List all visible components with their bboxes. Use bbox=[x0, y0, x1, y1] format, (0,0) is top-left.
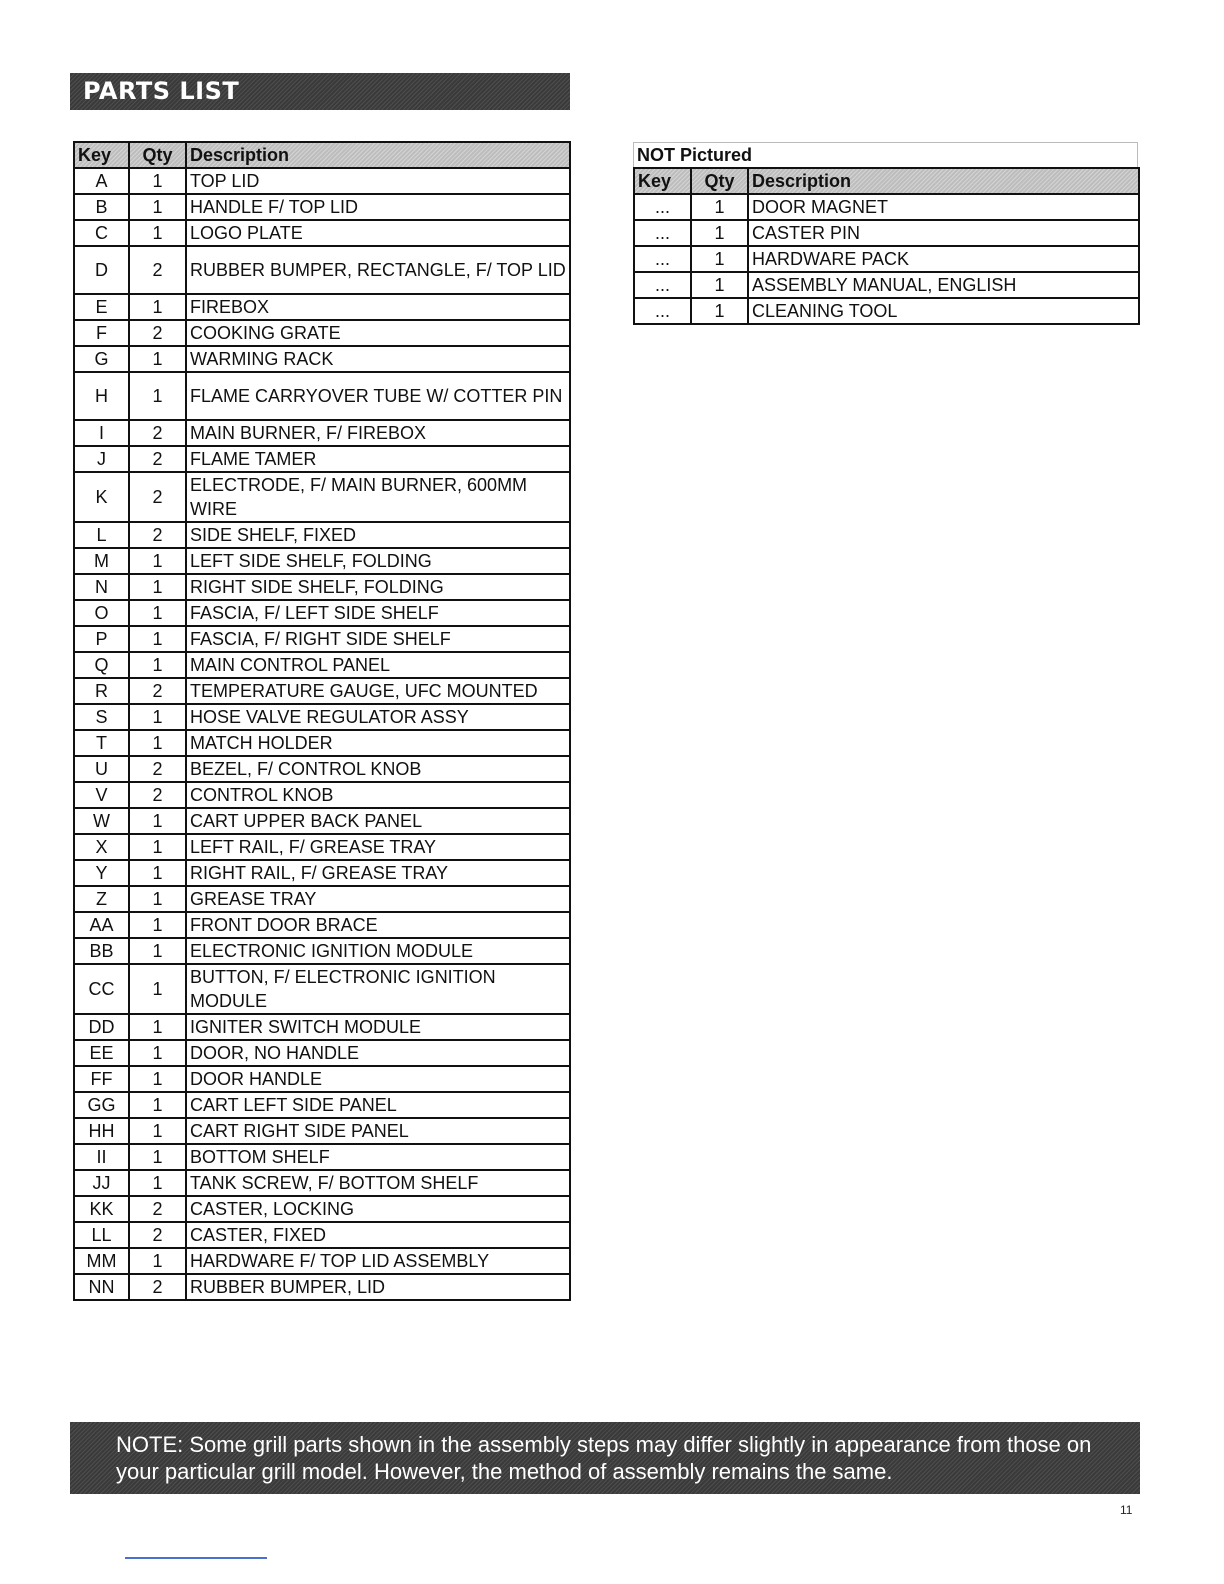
header-description: Description bbox=[748, 168, 1139, 194]
part-key: F bbox=[74, 320, 129, 346]
table-row bbox=[74, 320, 570, 346]
header-description: Description bbox=[186, 142, 570, 168]
part-description: BUTTON, F/ ELECTRONIC IGNITION MODULE bbox=[186, 964, 570, 1014]
part-key: EE bbox=[74, 1040, 129, 1066]
table-row bbox=[74, 246, 570, 294]
part-key: U bbox=[74, 756, 129, 782]
part-key: BB bbox=[74, 938, 129, 964]
part-description: CONTROL KNOB bbox=[186, 782, 570, 808]
part-description: LEFT SIDE SHELF, FOLDING bbox=[186, 548, 570, 574]
table-row bbox=[74, 886, 570, 912]
table-row bbox=[74, 756, 570, 782]
part-key: C bbox=[74, 220, 129, 246]
table-row bbox=[634, 298, 1139, 324]
table-row bbox=[74, 704, 570, 730]
part-key: T bbox=[74, 730, 129, 756]
banner-title: PARTS LIST bbox=[83, 77, 240, 105]
part-key: Q bbox=[74, 652, 129, 678]
not-pictured-section bbox=[633, 142, 1138, 325]
part-qty: 1 bbox=[691, 246, 748, 272]
part-qty: 1 bbox=[129, 220, 186, 246]
part-description: IGNITER SWITCH MODULE bbox=[186, 1014, 570, 1040]
part-description: BEZEL, F/ CONTROL KNOB bbox=[186, 756, 570, 782]
part-qty: 2 bbox=[129, 320, 186, 346]
table-row bbox=[74, 1014, 570, 1040]
part-qty: 1 bbox=[129, 294, 186, 320]
part-key: Y bbox=[74, 860, 129, 886]
part-key: ... bbox=[634, 220, 691, 246]
part-description: SIDE SHELF, FIXED bbox=[186, 522, 570, 548]
table-row bbox=[74, 912, 570, 938]
table-row bbox=[74, 808, 570, 834]
part-qty: 1 bbox=[129, 1014, 186, 1040]
part-qty: 1 bbox=[691, 298, 748, 324]
part-description: MAIN BURNER, F/ FIREBOX bbox=[186, 420, 570, 446]
part-description: FASCIA, F/ RIGHT SIDE SHELF bbox=[186, 626, 570, 652]
part-key: R bbox=[74, 678, 129, 704]
part-qty: 1 bbox=[129, 548, 186, 574]
part-qty: 1 bbox=[129, 964, 186, 1014]
part-key: G bbox=[74, 346, 129, 372]
table-row bbox=[74, 522, 570, 548]
header-qty: Qty bbox=[691, 168, 748, 194]
header-key: Key bbox=[634, 168, 691, 194]
part-qty: 1 bbox=[129, 626, 186, 652]
part-description: HARDWARE F/ TOP LID ASSEMBLY bbox=[186, 1248, 570, 1274]
part-qty: 2 bbox=[129, 522, 186, 548]
part-qty: 1 bbox=[129, 704, 186, 730]
part-description: HANDLE F/ TOP LID bbox=[186, 194, 570, 220]
part-qty: 1 bbox=[691, 220, 748, 246]
part-description: HOSE VALVE REGULATOR ASSY bbox=[186, 704, 570, 730]
part-description: TANK SCREW, F/ BOTTOM SHELF bbox=[186, 1170, 570, 1196]
table-row bbox=[634, 220, 1139, 246]
table-row bbox=[74, 1118, 570, 1144]
part-qty: 2 bbox=[129, 756, 186, 782]
part-qty: 1 bbox=[129, 1066, 186, 1092]
part-qty: 1 bbox=[129, 1248, 186, 1274]
part-qty: 1 bbox=[129, 574, 186, 600]
table-row bbox=[74, 1040, 570, 1066]
table-row bbox=[74, 1274, 570, 1300]
part-qty: 1 bbox=[129, 1092, 186, 1118]
table-row bbox=[74, 1222, 570, 1248]
part-qty: 1 bbox=[129, 652, 186, 678]
table-row bbox=[74, 420, 570, 446]
part-key: I bbox=[74, 420, 129, 446]
part-description: RIGHT SIDE SHELF, FOLDING bbox=[186, 574, 570, 600]
part-key: II bbox=[74, 1144, 129, 1170]
part-qty: 1 bbox=[129, 1144, 186, 1170]
part-key: ... bbox=[634, 272, 691, 298]
part-qty: 1 bbox=[129, 912, 186, 938]
table-row bbox=[634, 194, 1139, 220]
part-description: TEMPERATURE GAUGE, UFC MOUNTED bbox=[186, 678, 570, 704]
part-qty: 1 bbox=[129, 808, 186, 834]
part-description: ELECTRONIC IGNITION MODULE bbox=[186, 938, 570, 964]
part-description: LEFT RAIL, F/ GREASE TRAY bbox=[186, 834, 570, 860]
part-description: MATCH HOLDER bbox=[186, 730, 570, 756]
table-row bbox=[634, 272, 1139, 298]
table-row bbox=[74, 782, 570, 808]
table-row bbox=[74, 626, 570, 652]
part-description: RIGHT RAIL, F/ GREASE TRAY bbox=[186, 860, 570, 886]
part-description: WARMING RACK bbox=[186, 346, 570, 372]
part-key: FF bbox=[74, 1066, 129, 1092]
part-qty: 1 bbox=[129, 168, 186, 194]
part-description: ASSEMBLY MANUAL, ENGLISH bbox=[748, 272, 1139, 298]
part-qty: 1 bbox=[129, 372, 186, 420]
table-row bbox=[74, 194, 570, 220]
table-row bbox=[74, 1066, 570, 1092]
part-description: MAIN CONTROL PANEL bbox=[186, 652, 570, 678]
table-row bbox=[74, 346, 570, 372]
part-qty: 2 bbox=[129, 1222, 186, 1248]
part-description: CART LEFT SIDE PANEL bbox=[186, 1092, 570, 1118]
part-qty: 2 bbox=[129, 678, 186, 704]
part-description: CART UPPER BACK PANEL bbox=[186, 808, 570, 834]
table-row bbox=[74, 600, 570, 626]
table-row bbox=[74, 678, 570, 704]
part-qty: 1 bbox=[129, 1040, 186, 1066]
part-description: COOKING GRATE bbox=[186, 320, 570, 346]
part-key: E bbox=[74, 294, 129, 320]
part-key: X bbox=[74, 834, 129, 860]
part-key: N bbox=[74, 574, 129, 600]
part-qty: 1 bbox=[129, 346, 186, 372]
part-description: CASTER PIN bbox=[748, 220, 1139, 246]
part-description: FLAME TAMER bbox=[186, 446, 570, 472]
not-pictured-table bbox=[633, 167, 1140, 325]
part-description: FASCIA, F/ LEFT SIDE SHELF bbox=[186, 600, 570, 626]
part-key: W bbox=[74, 808, 129, 834]
part-qty: 1 bbox=[691, 194, 748, 220]
table-row bbox=[74, 730, 570, 756]
table-row bbox=[74, 574, 570, 600]
part-key: D bbox=[74, 246, 129, 294]
table-row bbox=[74, 860, 570, 886]
part-key: LL bbox=[74, 1222, 129, 1248]
part-qty: 1 bbox=[129, 938, 186, 964]
part-key: A bbox=[74, 168, 129, 194]
part-key: DD bbox=[74, 1014, 129, 1040]
parts-table bbox=[73, 141, 571, 1301]
table-row bbox=[74, 168, 570, 194]
footer-rule bbox=[125, 1557, 267, 1559]
part-key: HH bbox=[74, 1118, 129, 1144]
header-key: Key bbox=[74, 142, 129, 168]
not-pictured-title: NOT Pictured bbox=[633, 142, 1138, 167]
part-key: P bbox=[74, 626, 129, 652]
part-description: CASTER, LOCKING bbox=[186, 1196, 570, 1222]
part-key: J bbox=[74, 446, 129, 472]
part-key: B bbox=[74, 194, 129, 220]
part-qty: 2 bbox=[129, 246, 186, 294]
table-row bbox=[74, 652, 570, 678]
table-row bbox=[74, 294, 570, 320]
part-qty: 1 bbox=[691, 272, 748, 298]
part-description: DOOR MAGNET bbox=[748, 194, 1139, 220]
part-qty: 2 bbox=[129, 472, 186, 522]
table-row bbox=[74, 548, 570, 574]
part-key: ... bbox=[634, 298, 691, 324]
part-description: CASTER, FIXED bbox=[186, 1222, 570, 1248]
part-description: CLEANING TOOL bbox=[748, 298, 1139, 324]
part-description: FIREBOX bbox=[186, 294, 570, 320]
part-qty: 1 bbox=[129, 860, 186, 886]
part-key: ... bbox=[634, 246, 691, 272]
part-key: S bbox=[74, 704, 129, 730]
table-row bbox=[74, 1170, 570, 1196]
table-row bbox=[74, 372, 570, 420]
table-row bbox=[74, 1196, 570, 1222]
part-description: FRONT DOOR BRACE bbox=[186, 912, 570, 938]
table-row bbox=[74, 446, 570, 472]
part-qty: 2 bbox=[129, 1196, 186, 1222]
part-key: L bbox=[74, 522, 129, 548]
part-description: BOTTOM SHELF bbox=[186, 1144, 570, 1170]
part-qty: 2 bbox=[129, 420, 186, 446]
part-key: V bbox=[74, 782, 129, 808]
part-key: CC bbox=[74, 964, 129, 1014]
assembly-note bbox=[70, 1422, 1140, 1494]
part-description: HARDWARE PACK bbox=[748, 246, 1139, 272]
parts-table-header bbox=[74, 142, 570, 168]
part-key: O bbox=[74, 600, 129, 626]
part-qty: 1 bbox=[129, 600, 186, 626]
part-description: CART RIGHT SIDE PANEL bbox=[186, 1118, 570, 1144]
part-description: GREASE TRAY bbox=[186, 886, 570, 912]
part-key: GG bbox=[74, 1092, 129, 1118]
parts-list-banner bbox=[70, 73, 570, 110]
table-row bbox=[74, 834, 570, 860]
table-row bbox=[74, 1248, 570, 1274]
part-description: ELECTRODE, F/ MAIN BURNER, 600MM WIRE bbox=[186, 472, 570, 522]
table-row bbox=[74, 1092, 570, 1118]
part-description: LOGO PLATE bbox=[186, 220, 570, 246]
part-qty: 1 bbox=[129, 1118, 186, 1144]
part-key: AA bbox=[74, 912, 129, 938]
part-description: TOP LID bbox=[186, 168, 570, 194]
part-key: NN bbox=[74, 1274, 129, 1300]
part-key: KK bbox=[74, 1196, 129, 1222]
part-qty: 1 bbox=[129, 194, 186, 220]
part-qty: 2 bbox=[129, 446, 186, 472]
part-key: ... bbox=[634, 194, 691, 220]
table-row bbox=[74, 964, 570, 1014]
part-key: Z bbox=[74, 886, 129, 912]
part-description: RUBBER BUMPER, LID bbox=[186, 1274, 570, 1300]
table-row bbox=[634, 246, 1139, 272]
part-description: DOOR HANDLE bbox=[186, 1066, 570, 1092]
header-qty: Qty bbox=[129, 142, 186, 168]
part-key: H bbox=[74, 372, 129, 420]
not-pictured-header bbox=[634, 168, 1139, 194]
part-qty: 1 bbox=[129, 1170, 186, 1196]
part-qty: 1 bbox=[129, 834, 186, 860]
part-qty: 2 bbox=[129, 782, 186, 808]
page-number: 11 bbox=[1120, 1503, 1133, 1517]
part-description: RUBBER BUMPER, RECTANGLE, F/ TOP LID bbox=[186, 246, 570, 294]
part-qty: 1 bbox=[129, 730, 186, 756]
table-row bbox=[74, 220, 570, 246]
part-description: FLAME CARRYOVER TUBE W/ COTTER PIN bbox=[186, 372, 570, 420]
part-qty: 2 bbox=[129, 1274, 186, 1300]
table-row bbox=[74, 1144, 570, 1170]
part-key: K bbox=[74, 472, 129, 522]
table-row bbox=[74, 938, 570, 964]
part-key: M bbox=[74, 548, 129, 574]
table-row bbox=[74, 472, 570, 522]
part-key: JJ bbox=[74, 1170, 129, 1196]
part-description: DOOR, NO HANDLE bbox=[186, 1040, 570, 1066]
part-qty: 1 bbox=[129, 886, 186, 912]
part-key: MM bbox=[74, 1248, 129, 1274]
note-text: NOTE: Some grill parts shown in the assembly steps may differ slightly in appearance from those on your particular grill model. However, the method of assembly remains the same. bbox=[116, 1432, 1092, 1484]
